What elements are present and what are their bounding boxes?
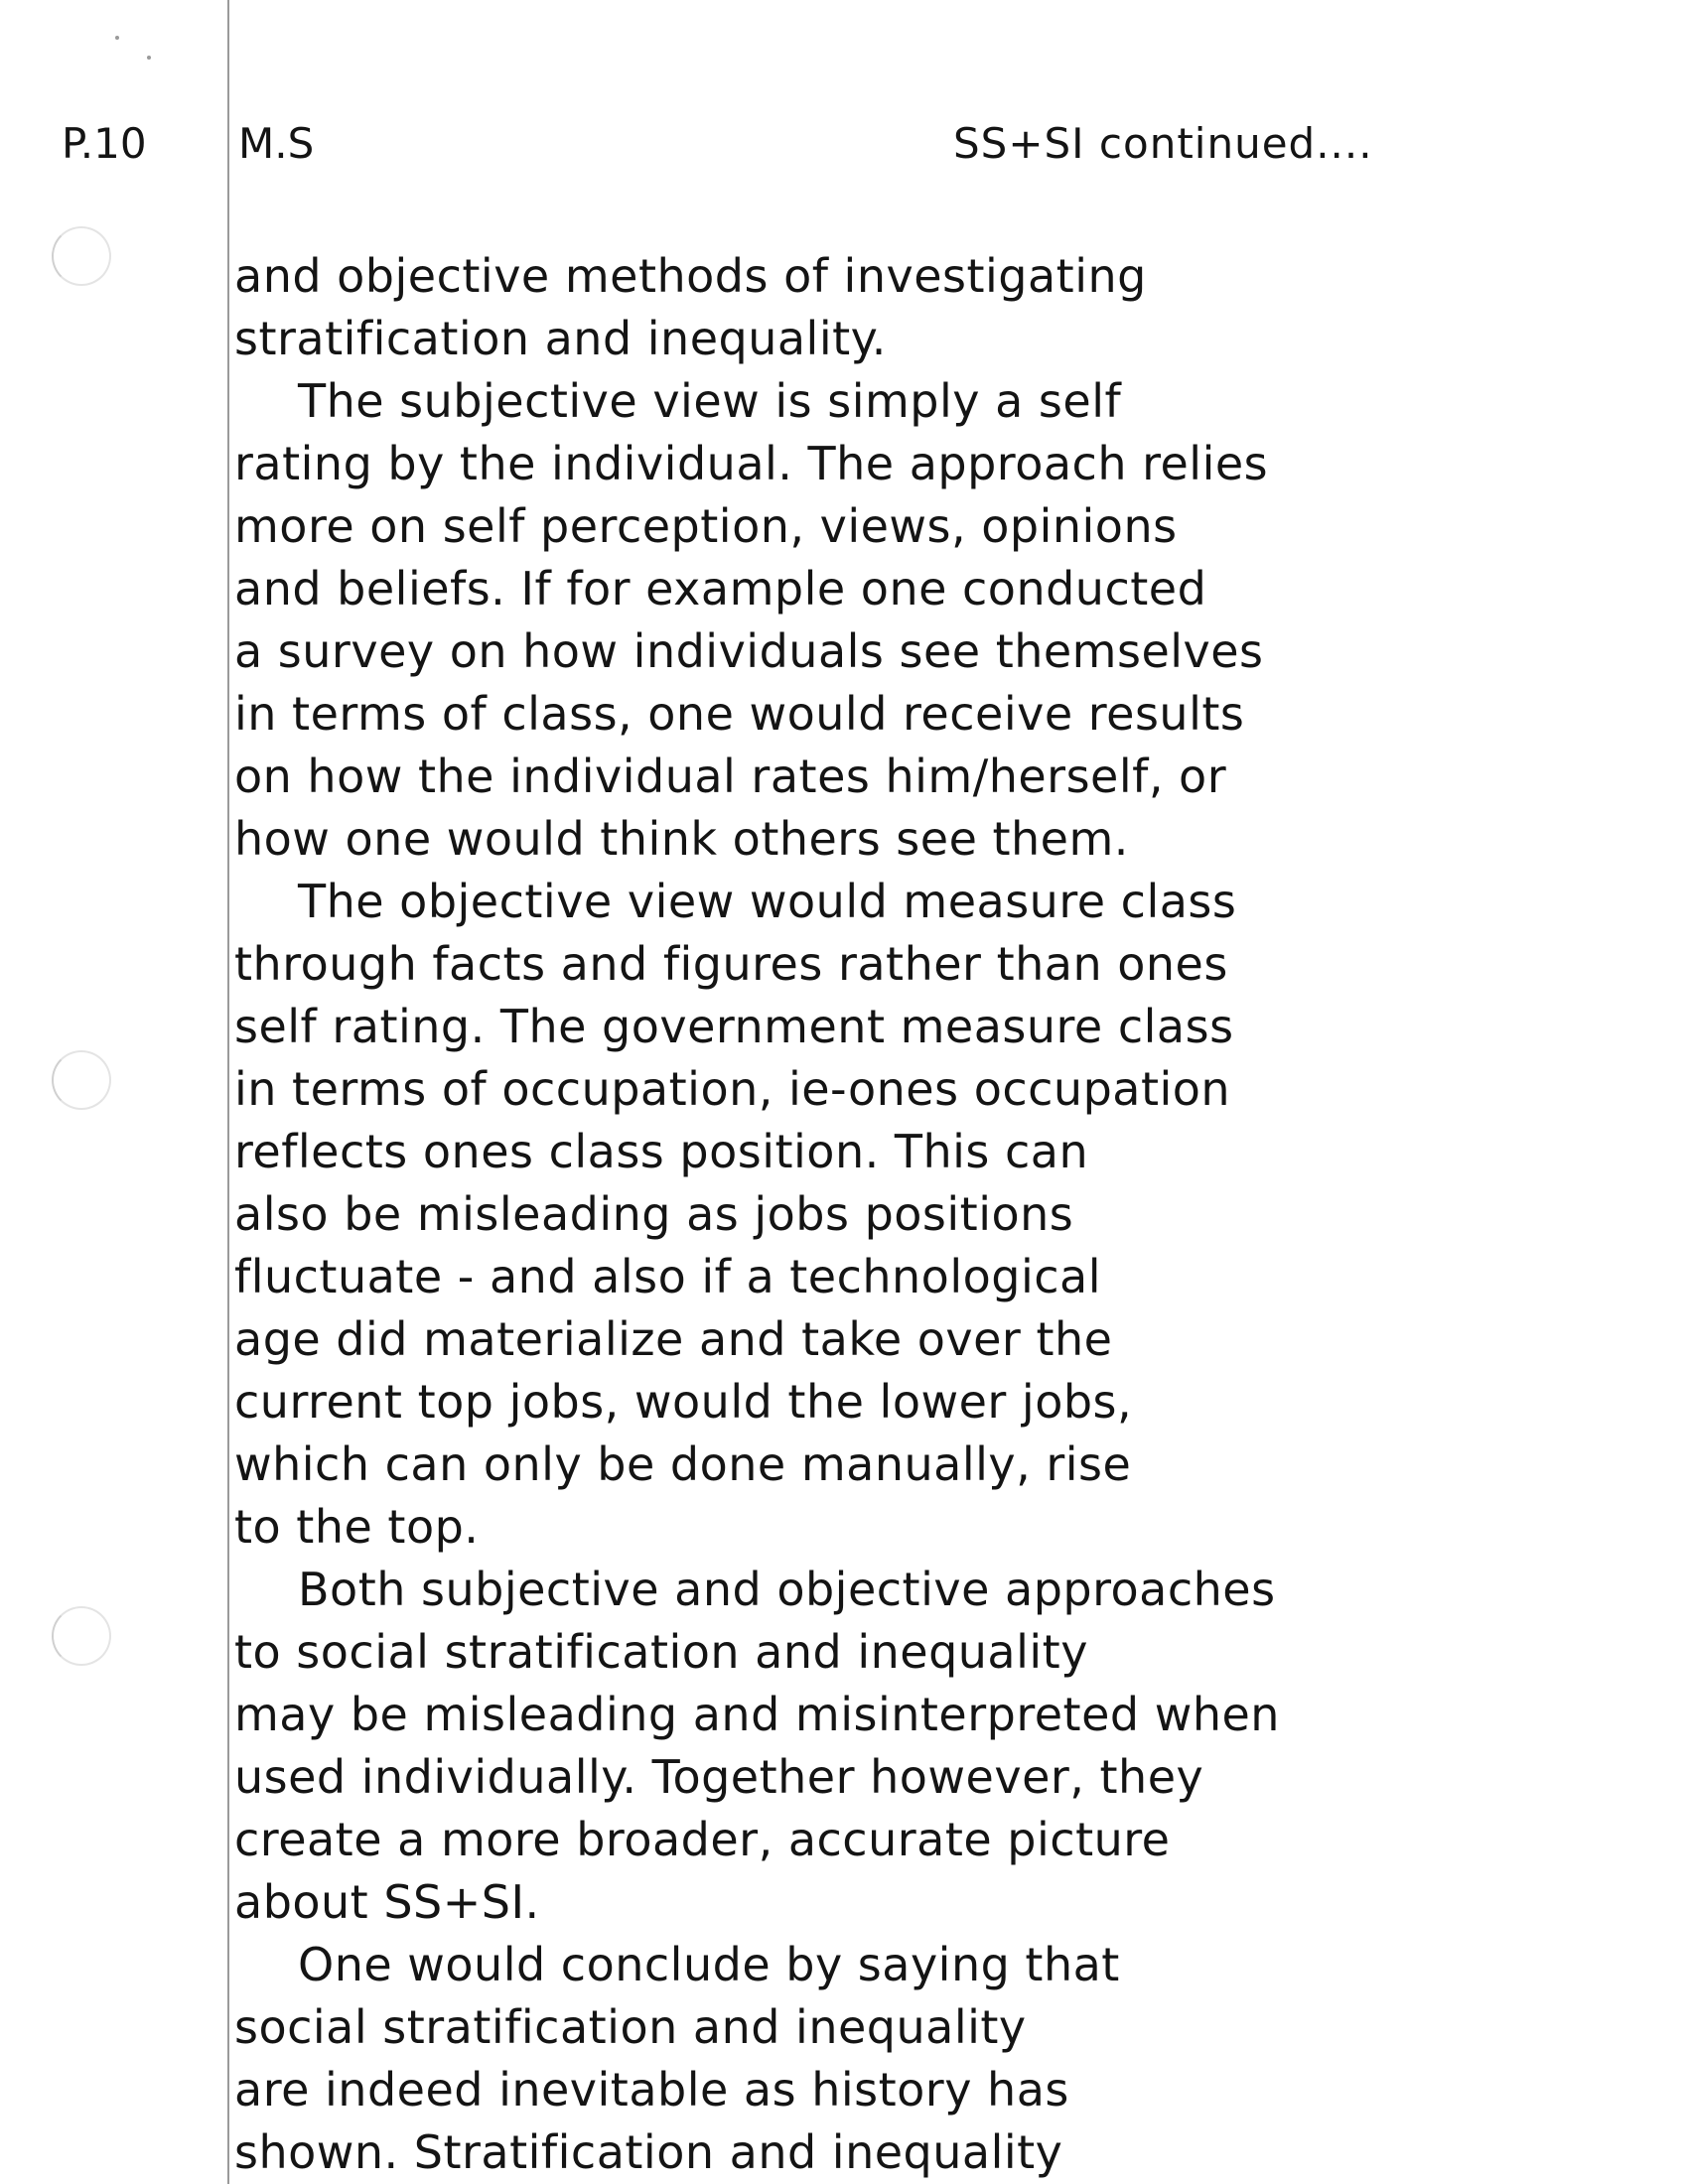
text-line: to the top. [234,1500,480,1554]
text-line: rating by the individual. The approach relies [234,437,1269,490]
paragraph-start-line: The subjective view is simply a self [298,374,1122,428]
text-line: and objective methods of investigating [234,249,1147,303]
text-line: more on self perception, views, opinions [234,499,1178,553]
text-line: which can only be done manually, rise [234,1437,1132,1491]
punch-hole-mark [52,226,111,286]
text-line: fluctuate - and also if a technological [234,1250,1101,1303]
text-line: current top jobs, would the lower jobs, [234,1375,1133,1429]
text-line: social stratification and inequality [234,2000,1027,2054]
margin-line [227,0,229,2184]
text-line: used individually. Together however, they [234,1750,1204,1804]
text-line: stratification and inequality. [234,312,887,365]
header-title: SS+SI continued.... [953,119,1373,168]
paragraph-start-line: Both subjective and objective approaches [298,1563,1276,1616]
paragraph-start-line: The objective view would measure class [298,875,1237,928]
text-line: create a more broader, accurate picture [234,1813,1171,1866]
author-initials: M.S [238,119,315,168]
text-line: on how the individual rates him/herself, or [234,750,1227,803]
paragraph-start-line: One would conclude by saying that [298,1938,1120,1991]
text-line: through facts and figures rather than ones [234,937,1228,991]
text-line: how one would think others see them. [234,812,1129,866]
punch-hole-mark [52,1050,111,1110]
text-line: to social stratification and inequality [234,1625,1088,1679]
text-line: and beliefs. If for example one conducted [234,562,1207,615]
text-line: self rating. The government measure class [234,1000,1234,1053]
paper-speck [115,36,119,40]
text-line: about SS+SI. [234,1875,540,1929]
text-line: reflects ones class position. This can [234,1125,1089,1178]
text-line: are indeed inevitable as history has [234,2063,1069,2116]
text-line: age did materialize and take over the [234,1312,1113,1366]
text-line: in terms of class, one would receive results [234,687,1245,741]
text-line: in terms of occupation, ie-ones occupation [234,1062,1231,1116]
text-line: a survey on how individuals see themselves [234,624,1264,678]
punch-hole-mark [52,1606,111,1666]
text-line: shown. Stratification and inequality [234,2125,1063,2179]
text-line: also be misleading as jobs positions [234,1187,1074,1241]
paper-speck [147,56,151,60]
text-line: may be misleading and misinterpreted when [234,1688,1280,1741]
page-number: P.10 [62,119,147,168]
